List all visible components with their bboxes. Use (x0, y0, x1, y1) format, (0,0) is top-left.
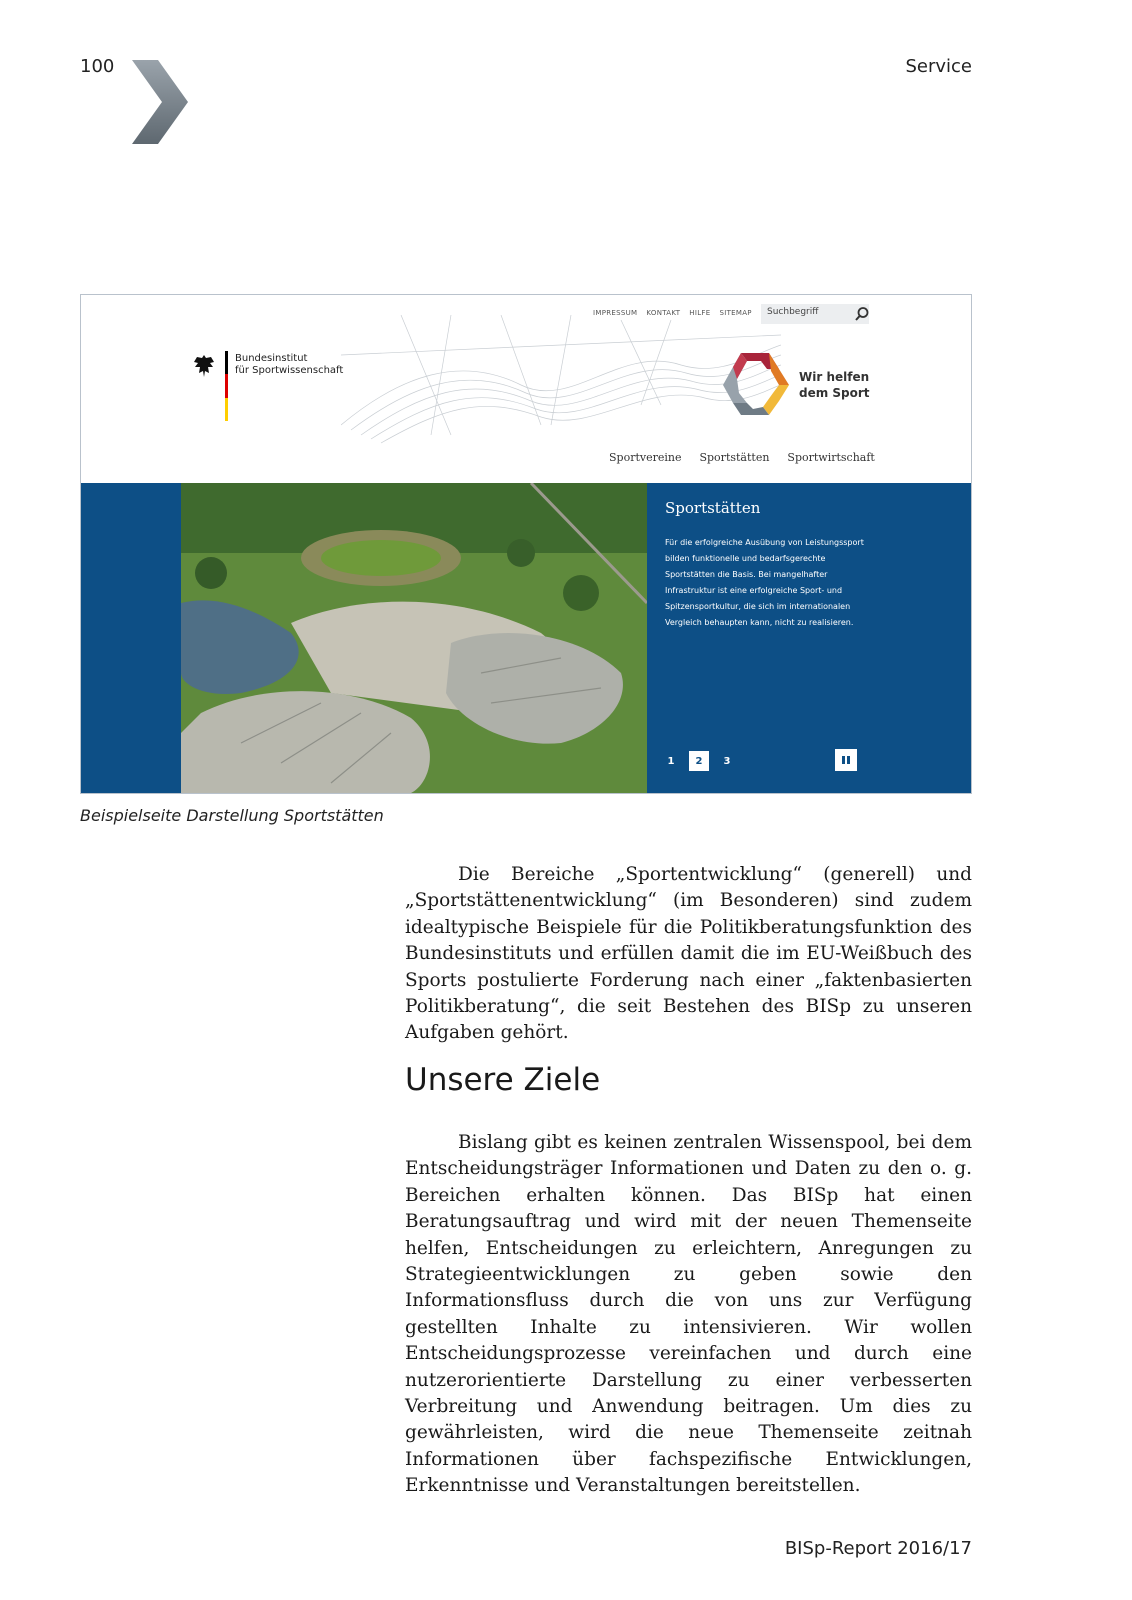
pause-icon (841, 755, 851, 765)
figure-caption: Beispielseite Darstellung Sportstätten (80, 806, 384, 825)
institute-name-line2: für Sportwissenschaft (235, 365, 344, 376)
olympic-park-aerial-image (181, 483, 647, 793)
footer-report-title: BISp-Report 2016/17 (784, 1538, 972, 1559)
pager-1[interactable]: 1 (667, 755, 675, 767)
pager-3[interactable]: 3 (723, 755, 731, 767)
main-nav (609, 451, 875, 464)
institute-name-line1: Bundesinstitut (235, 353, 308, 364)
slide-pager (663, 751, 735, 771)
slogan (799, 369, 870, 401)
search-input[interactable]: Suchbegriff (761, 304, 869, 324)
hero-title: Sportstätten (665, 499, 761, 517)
site-header (81, 295, 971, 483)
sitemap-link[interactable]: SITEMAP (719, 309, 752, 317)
hilfe-link[interactable]: HILFE (689, 309, 711, 317)
federal-eagle-icon (193, 353, 215, 379)
pager-2[interactable]: 2 (689, 751, 709, 771)
hero-text: Für die erfolgreiche Ausübung von Leistungssport bilden funktionelle und bedarfsgerechte Sportstätten die Basis. Bei mangelhafter Infrastruktur ist eine erfolgreiche Sport- und Spitzensportkultur, die sich im internationalen Vergleich behaupten kann, nicht zu realisieren. (665, 538, 864, 627)
section-heading: Unsere Ziele (405, 1062, 601, 1098)
nav-sportwirtschaft[interactable]: Sportwirtschaft (787, 451, 875, 464)
chevron-icon (132, 60, 188, 144)
website-screenshot (80, 294, 972, 794)
top-links (593, 309, 752, 317)
paragraph-1: Die Bereiche „Sportentwicklung“ (generell) und „Sportstättenentwicklung“ (im Besonderen) sind zudem idealtypische Beispiele für die Politikberatungsfunktion des Bundesinstituts und erfüllen damit die im EU-Weißbuch des Sports postulierte Forderung nach einer „faktenbasierten Politikberatung“, die seit Bestehen des BISp zu unseren Aufgaben gehört. (405, 864, 972, 1044)
impressum-link[interactable]: IMPRESSUM (593, 309, 638, 317)
page-number: 100 (80, 56, 115, 77)
section-name: Service (905, 56, 972, 77)
slogan-line2: dem Sport (799, 386, 870, 400)
paragraph-2: Bislang gibt es keinen zentralen Wissenspool, bei dem Entscheidungsträger Informationen und Daten zu den o. g. Bereichen erhalten können. Das BISp hat einen Beratungsauftrag und wird mit der neuen Themenseite helfen, Entscheidungen zu erleichtern, Anregungen zu Strategieentwicklungen zu geben sowie den Informationsfluss durch die von uns zur Verfügung gestellten Inhalte zu intensivieren. Wir wollen Entscheidungsprozesse vereinfachen und durch eine nutzerorientierte Darstellung zu einer verbesserten Verbreitung und Anwendung beitragen. Um dies zu gewährleisten, wird die neue Themenseite zeitnah Informationen über fachspezifische Entwicklungen, Erkenntnisse und Veranstaltungen bereitstellen. (405, 1132, 972, 1497)
german-flag-bar (225, 351, 228, 421)
stadium-roof-illustration (341, 315, 781, 445)
institute-name (235, 353, 343, 377)
nav-sportstaetten[interactable]: Sportstätten (699, 451, 770, 464)
slogan-line1: Wir helfen (799, 370, 870, 384)
hero-banner (81, 483, 971, 793)
pause-button[interactable] (835, 749, 857, 771)
nav-sportvereine[interactable]: Sportvereine (609, 451, 682, 464)
search-icon[interactable] (854, 306, 870, 322)
hexagon-logo-icon (723, 349, 793, 419)
kontakt-link[interactable]: KONTAKT (646, 309, 681, 317)
